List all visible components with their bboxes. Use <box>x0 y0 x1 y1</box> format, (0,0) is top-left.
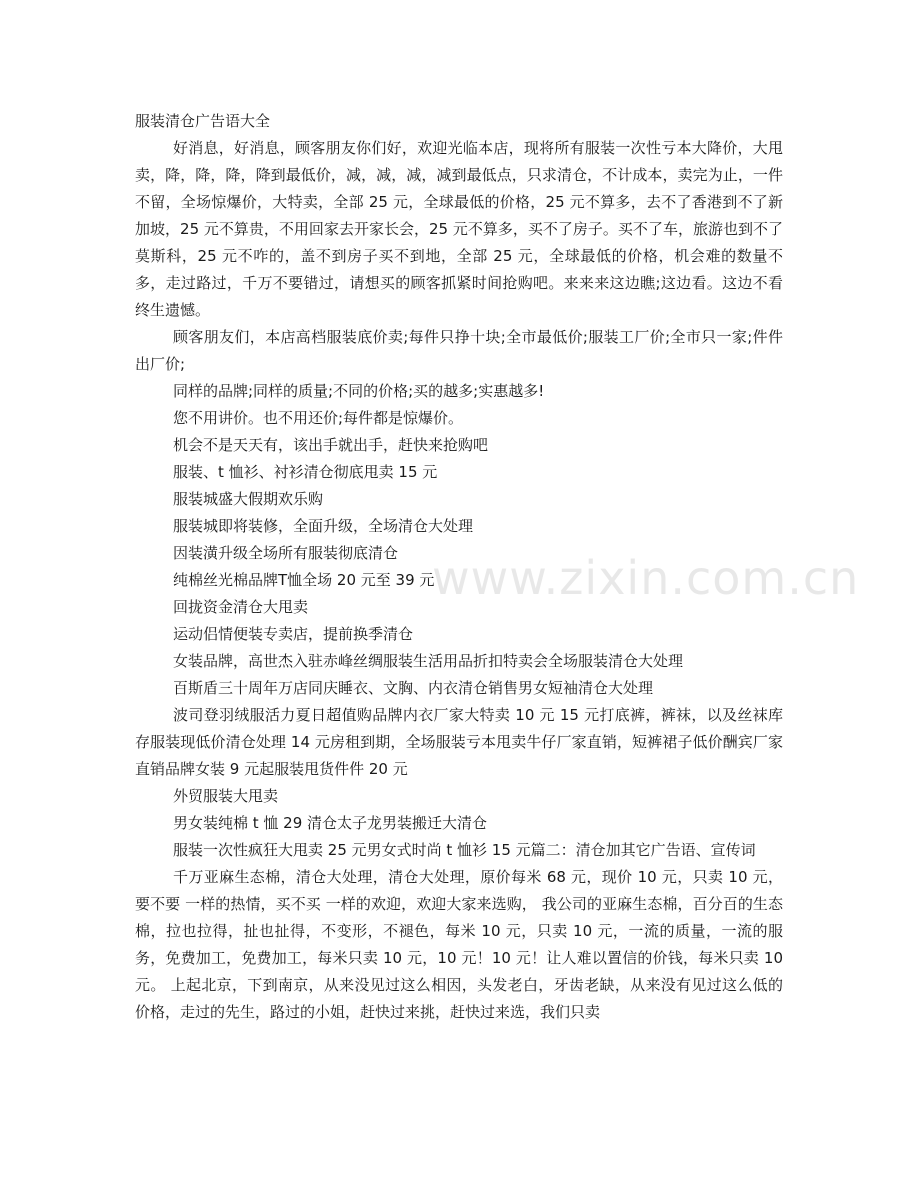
paragraph-menswear: 男女装纯棉 t 恤 29 清仓太子龙男装搬迁大清仓 <box>173 814 488 832</box>
paragraph-no-bargain: 您不用讲价。也不用还价;每件都是惊爆价。 <box>173 409 464 427</box>
paragraph-customers: 顾客朋友们，本店高档服装底价卖;每件只挣十块;全市最低价;服装工厂价;全市只一家;件件出厂价; <box>135 328 783 373</box>
paragraph-funds: 回拢资金清仓大甩卖 <box>173 598 309 616</box>
paragraph-cotton-tee: 纯棉丝光棉品牌T恤全场 20 元至 39 元 <box>173 571 435 589</box>
paragraph-sportswear: 运动侣情便装专卖店，提前换季清仓 <box>173 625 414 643</box>
paragraph-holiday: 服装城盛大假期欢乐购 <box>173 490 324 508</box>
paragraph-crazy-sale: 服装一次性疯狂大甩卖 25 元男女式时尚 t 恤衫 15 元篇二：清仓加其它广告语、宣传词 <box>173 841 756 859</box>
paragraph-intro: 好消息，好消息，顾客朋友你们好，欢迎光临本店，现将所有服装一次性亏本大降价，大甩卖，降，降，降，降到最低价，减，减，减，减到最低点，只求清仓，不计成本，卖完为止，一件不留，全场惊爆价，大特卖，全部 25 元，全球最低的价格，25 元不算多，去不了香港到不了新加坡，25 元不算贵，不用回家去开家长会，25 元不算多，买不了房子。买不了车，旅游也到不了莫斯科，25 元不咋的，盖不到房子买不到地，全部 25 元，全球最低的价格，机会难的数量不多，走过路过，千万不要错过，请想买的顾客抓紧时间抢购吧。来来来这边瞧;这边看。这边不看终生遗憾。 <box>135 139 783 319</box>
paragraph-bosideng: 波司登羽绒服活力夏日超值购品牌内衣厂家大特卖 10 元 15 元打底裤，裤袜，以及丝袜库存服装现低价清仓处理 14 元房租到期，全场服装亏本甩卖牛仔厂家直销，短裤裙子低价酬宾厂家直销品牌女装 9 元起服装甩货件件 20 元 <box>135 706 783 778</box>
paragraph-same-brand: 同样的品牌;同样的质量;不同的价格;买的越多;实惠越多! <box>173 382 545 400</box>
paragraph-womenswear: 女装品牌，高世杰入驻赤峰丝绸服装生活用品折扣特卖会全场服装清仓大处理 <box>173 652 684 670</box>
paragraph-anniversary: 百斯盾三十周年万店同庆睡衣、文胸、内衣清仓销售男女短袖清仓大处理 <box>173 679 654 697</box>
paragraph-tshirt-sale: 服装、t 恤衫、衬衫清仓彻底甩卖 15 元 <box>173 463 438 481</box>
document-title: 服装清仓广告语大全 <box>135 112 271 130</box>
paragraph-linen: 千万亚麻生态棉，清仓大处理，清仓大处理，原价每米 68 元，现价 10 元，只卖 10 元，要不要 一样的热情，买不买 一样的欢迎，欢迎大家来选购， 我公司的亚麻生态棉，百分百的生态棉，拉也拉得，扯也扯得，不变形，不褪色，每米 10 元，只卖 10 元，一流的质量，一流的服务，免费加工，免费加工，每米只卖 10 元，10 元！10 元！让人难以置信的价钱，每米只卖 10 元。 上起北京，下到南京，从来没见过这么相因，头发老白，牙齿老缺，从来没有见过这么低的价格，走过的先生，路过的小姐，赶快过来挑，赶快过来选，我们只卖 <box>135 868 783 1021</box>
document-page <box>135 108 783 1026</box>
watermark: www.zixin.com.cn <box>432 551 860 605</box>
paragraph-decoration: 因装潢升级全场所有服装彻底清仓 <box>173 544 399 562</box>
paragraph-renovation: 服装城即将装修，全面升级，全场清仓大处理 <box>173 517 474 535</box>
paragraph-opportunity: 机会不是天天有，该出手就出手，赶快来抢购吧 <box>173 436 489 454</box>
paragraph-export: 外贸服装大甩卖 <box>173 787 279 805</box>
